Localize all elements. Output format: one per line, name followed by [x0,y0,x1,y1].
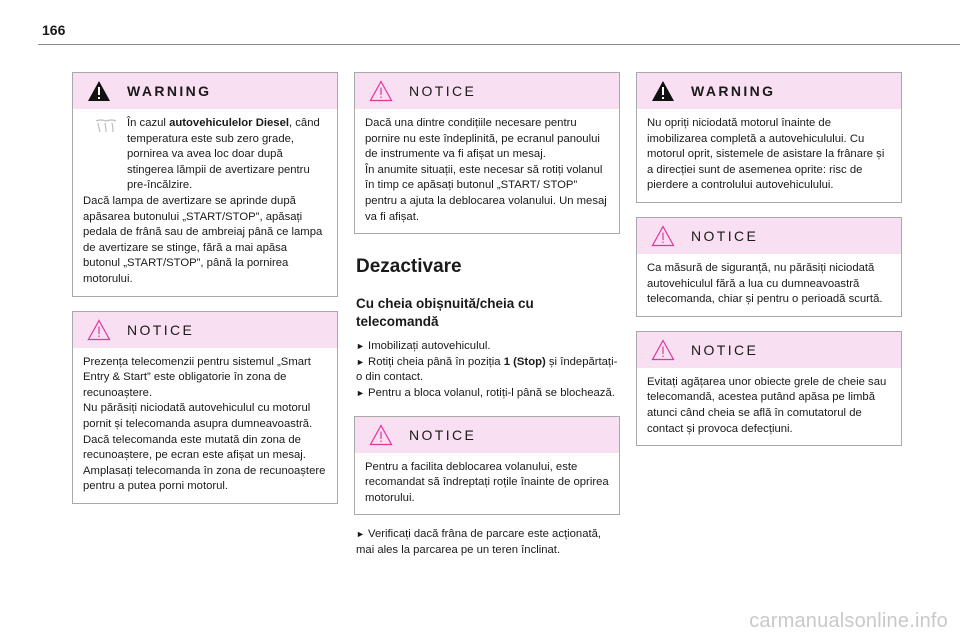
notice-body [355,453,619,515]
notice-triangle-icon [651,339,675,361]
glow-plug-icon [93,118,119,134]
notice-header [355,417,619,453]
step-3: ► Pentru a bloca volanul, rotiți-l până se blochează. [356,386,615,399]
warning-text-pre: În cazul [127,117,170,129]
notice-box-heavy-objects [636,331,902,446]
warning-body [73,109,337,296]
notice-header [355,73,619,109]
warning-header [73,73,337,109]
notice-title: NOTICE [409,83,477,99]
warning-paragraph-2: Dacă lampa de avertizare se aprinde după apăsarea butonului „START/STOP”, apăsați pedala de frână sau de ambreiaj până ce lampa de avertizare se stinge, fără a mai apăsa butonul „START/STOP”, până la pornirea motorului. [83,194,323,285]
notice-triangle-icon [87,319,111,341]
notice-paragraph-1: Pentru a facilita deblocarea volanului, este recomandat să îndreptați roțile înainte de oprirea motorului. [365,460,609,504]
notice-paragraph-1: Evitați agățarea unor obiecte grele de cheie sau telecomandă, acestea putând apăsa pe limbă atunci când cheia se află în comutatorul de contact și provoca defecțiuni. [647,375,887,435]
arrow-icon: ► [356,387,365,398]
notice-body [73,348,337,503]
top-rule [38,44,960,45]
watermark: carmanualsonline.info [749,610,948,632]
notice-paragraph-4: Amplasați telecomanda în zona de recunoaștere pentru a putea porni motorul. [83,464,326,493]
warning-body [637,109,901,202]
warning-paragraph-1: Nu opriți niciodată motorul înainte de imobilizarea completă a autovehiculului. Cu motorul oprit, sistemele de asistare la frânare și a direcției sunt de asemenea oprite: risc de pierdere a controlului autovehiculului. [647,117,885,192]
notice-triangle-icon [369,80,393,102]
arrow-icon: ► [356,341,365,352]
step-2: ► Rotiți cheia până în poziția 1 (Stop) și îndepărtați-o din contact. [356,355,618,384]
warning-title: WARNING [127,83,212,99]
step-4: ► Verificați dacă frâna de parcare este acționată, mai ales la parcarea pe un teren înclinat. [356,528,602,556]
notice-title: NOTICE [691,227,759,244]
notice-body [637,368,901,445]
steps-list [356,339,620,401]
notice-box-safety [636,217,902,317]
warning-box-diesel [72,72,338,297]
notice-paragraph-1: Ca măsură de siguranță, nu părăsiți niciodată autovehiculul fără a lua cu dumneavoastră telecomanda, chiar și pentru o perioadă scurtă. [647,261,883,306]
arrow-icon: ► [356,356,365,367]
warning-box-engine-stop [636,72,902,203]
section-title: Dezactivare [356,256,462,278]
notice-box-smart-entry [72,311,338,504]
warning-title: WARNING [691,83,776,99]
notice-paragraph-2: Nu părăsiți niciodată autovehiculul cu motorul pornit și telecomanda asupra dumneavoastră. [83,402,313,430]
warning-triangle-icon [651,80,675,102]
notice-header [73,312,337,348]
warning-text-post: , când temperatura este sub zero grade, pornirea va avea loc doar după stingerea lămpii de avertizare pentru pre-încălzire. [127,117,320,192]
notice-title: NOTICE [409,426,477,443]
notice-paragraph-1: Prezența telecomenzii pentru sistemul „Smart Entry & Start” este obligatorie în zona de recunoaștere. [83,355,311,399]
column-1 [72,72,338,504]
step-1: ► Imobilizați autovehiculul. [356,340,491,353]
notice-box-start-conditions [354,72,620,234]
column-2 [354,72,620,559]
warning-triangle-icon [87,80,111,102]
notice-body [355,109,619,233]
notice-paragraph-3: Dacă telecomanda este mutată din zona de recunoaștere, pe ecran este afișat un mesaj. [83,433,306,462]
notice-title: NOTICE [127,321,195,338]
notice-title: NOTICE [691,341,759,358]
notice-triangle-icon [369,424,393,446]
notice-body [637,254,901,316]
subsection-title: Cu cheia obișnuită/cheia cu telecomandă [356,296,534,330]
notice-header [637,332,901,368]
notice-paragraph-2: În anumite situații, este necesar să rotiți volanul în timp ce apăsați butonul „START/ STOP” pentru a ajuta la deblocarea volanului. Un mesaj va fi afișat. [365,163,607,223]
page-number: 166 [42,22,66,38]
column-3 [636,72,902,446]
warning-paragraph-1 [83,116,327,194]
notice-header [637,218,901,254]
arrow-icon: ► [356,529,365,540]
notice-paragraph-1: Dacă una dintre condițiile necesare pentru pornire nu este îndeplinită, pe ecranul panoului de instrumente va fi afișat un mesaj. [365,117,600,161]
notice-box-steering [354,416,620,516]
warning-text-bold: autovehiculelor Diesel [169,117,289,129]
warning-header [637,73,901,109]
notice-triangle-icon [651,225,675,247]
